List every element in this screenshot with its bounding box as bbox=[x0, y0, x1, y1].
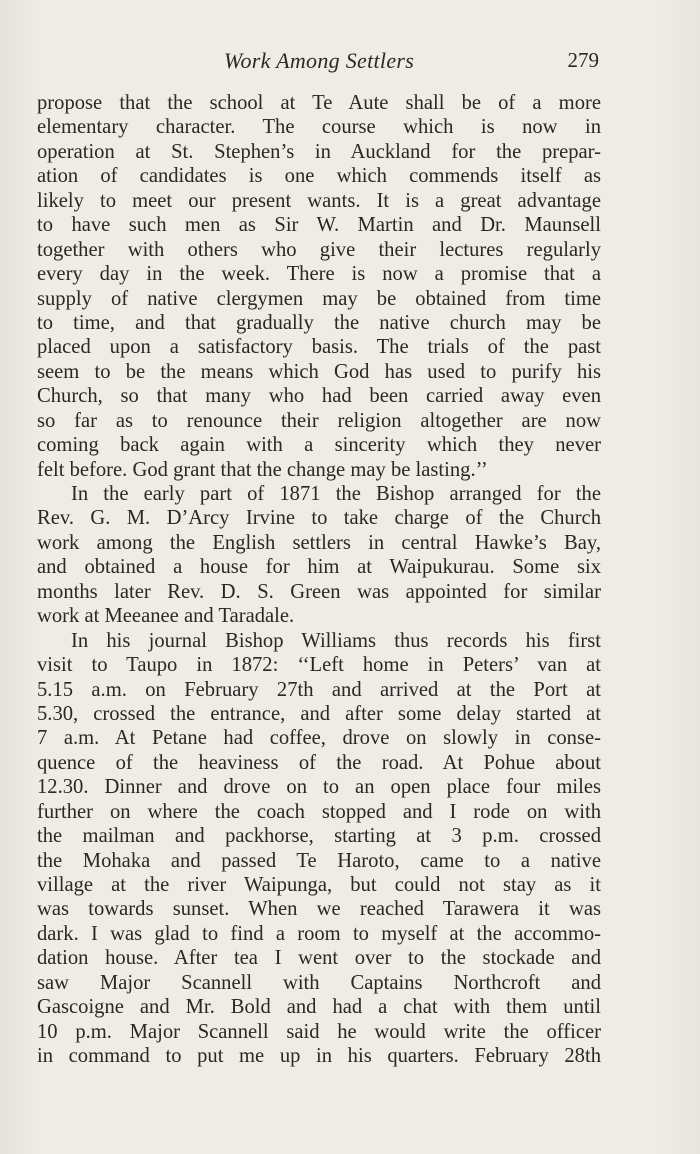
text-line: quence of the heaviness of the road. At Pohue about bbox=[37, 751, 601, 774]
text-line: dation house. After tea I went over to the stockade and bbox=[37, 947, 601, 970]
text-line: work among the English settlers in central Hawke’s Bay, bbox=[37, 531, 601, 554]
text-line: to have such men as Sir W. Martin and Dr. Maunsell bbox=[37, 214, 601, 237]
text-line: propose that the school at Te Aute shall be of a more bbox=[37, 92, 601, 114]
text-line: Rev. G. M. D’Arcy Irvine to take charge of the Church bbox=[37, 507, 601, 530]
text-line: Gascoigne and Mr. Bold and had a chat with them until bbox=[37, 996, 601, 1019]
text-line: in command to put me up in his quarters. February 28th bbox=[37, 1045, 601, 1068]
text-line: Church, so that many who had been carried away even bbox=[37, 385, 601, 408]
paragraph-end-line: work at Meeanee and Taradale. bbox=[37, 605, 295, 628]
text-line: placed upon a satisfactory basis. The trials of the past bbox=[37, 336, 601, 359]
text-line: 5.30, crossed the entrance, and after some delay started at bbox=[37, 702, 601, 725]
text-line: and obtained a house for him at Waipukurau. Some six bbox=[37, 556, 601, 579]
page-number: 279 bbox=[567, 48, 599, 72]
text-line: seem to be the means which God has used to purify his bbox=[37, 360, 601, 383]
text-line: saw Major Scannell with Captains Northcroft and bbox=[37, 971, 601, 994]
text-line: 12.30. Dinner and drove on to an open place four miles bbox=[37, 776, 601, 799]
text-line: so far as to renounce their religion altogether are now bbox=[37, 409, 601, 432]
text-line: to time, and that gradually the native church may be bbox=[37, 311, 601, 334]
running-title: Work Among Settlers bbox=[223, 48, 415, 73]
paragraph-start-line: In his journal Bishop Williams thus records his first bbox=[71, 629, 601, 652]
text-line: was towards sunset. When we reached Tarawera it was bbox=[37, 898, 601, 921]
body-text bbox=[37, 91, 601, 1069]
text-line: operation at St. Stephen’s in Auckland for the prepar- bbox=[37, 140, 601, 163]
text-line: 10 p.m. Major Scannell said he would write the officer bbox=[37, 1020, 601, 1043]
text-line: supply of native clergymen may be obtained from time bbox=[37, 287, 601, 310]
text-line: months later Rev. D. S. Green was appointed for similar bbox=[37, 580, 601, 603]
text-line: ation of candidates is one which commends itself as bbox=[37, 165, 601, 188]
paragraph-start-line: In the early part of 1871 the Bishop arranged for the bbox=[71, 483, 601, 505]
text-line: every day in the week. There is now a promise that a bbox=[37, 263, 601, 286]
text-line: visit to Taupo in 1872: ‘‘Left home in Peters’ van at bbox=[37, 654, 601, 677]
text-line: the Mohaka and passed Te Haroto, came to a native bbox=[37, 849, 601, 872]
text-line: further on where the coach stopped and I rode on with bbox=[37, 800, 601, 823]
text-line: 7 a.m. At Petane had coffee, drove on slowly in conse- bbox=[37, 727, 601, 750]
text-line: elementary character. The course which is now in bbox=[37, 116, 601, 139]
text-line: likely to meet our present wants. It is a great advantage bbox=[37, 189, 601, 212]
text-line: coming back again with a sincerity which they never bbox=[37, 434, 601, 457]
text-line: together with others who give their lectures regularly bbox=[37, 238, 601, 261]
paragraph-end-line: felt before. God grant that the change may be lasting.’’ bbox=[37, 458, 488, 481]
text-line: 5.15 a.m. on February 27th and arrived at the Port at bbox=[37, 678, 601, 701]
page-header bbox=[37, 48, 601, 78]
text-line: the mailman and packhorse, starting at 3 p.m. crossed bbox=[37, 825, 601, 848]
text-line: dark. I was glad to find a room to myself at the accommo- bbox=[37, 922, 601, 945]
text-line: village at the river Waipunga, but could not stay as it bbox=[37, 874, 601, 896]
